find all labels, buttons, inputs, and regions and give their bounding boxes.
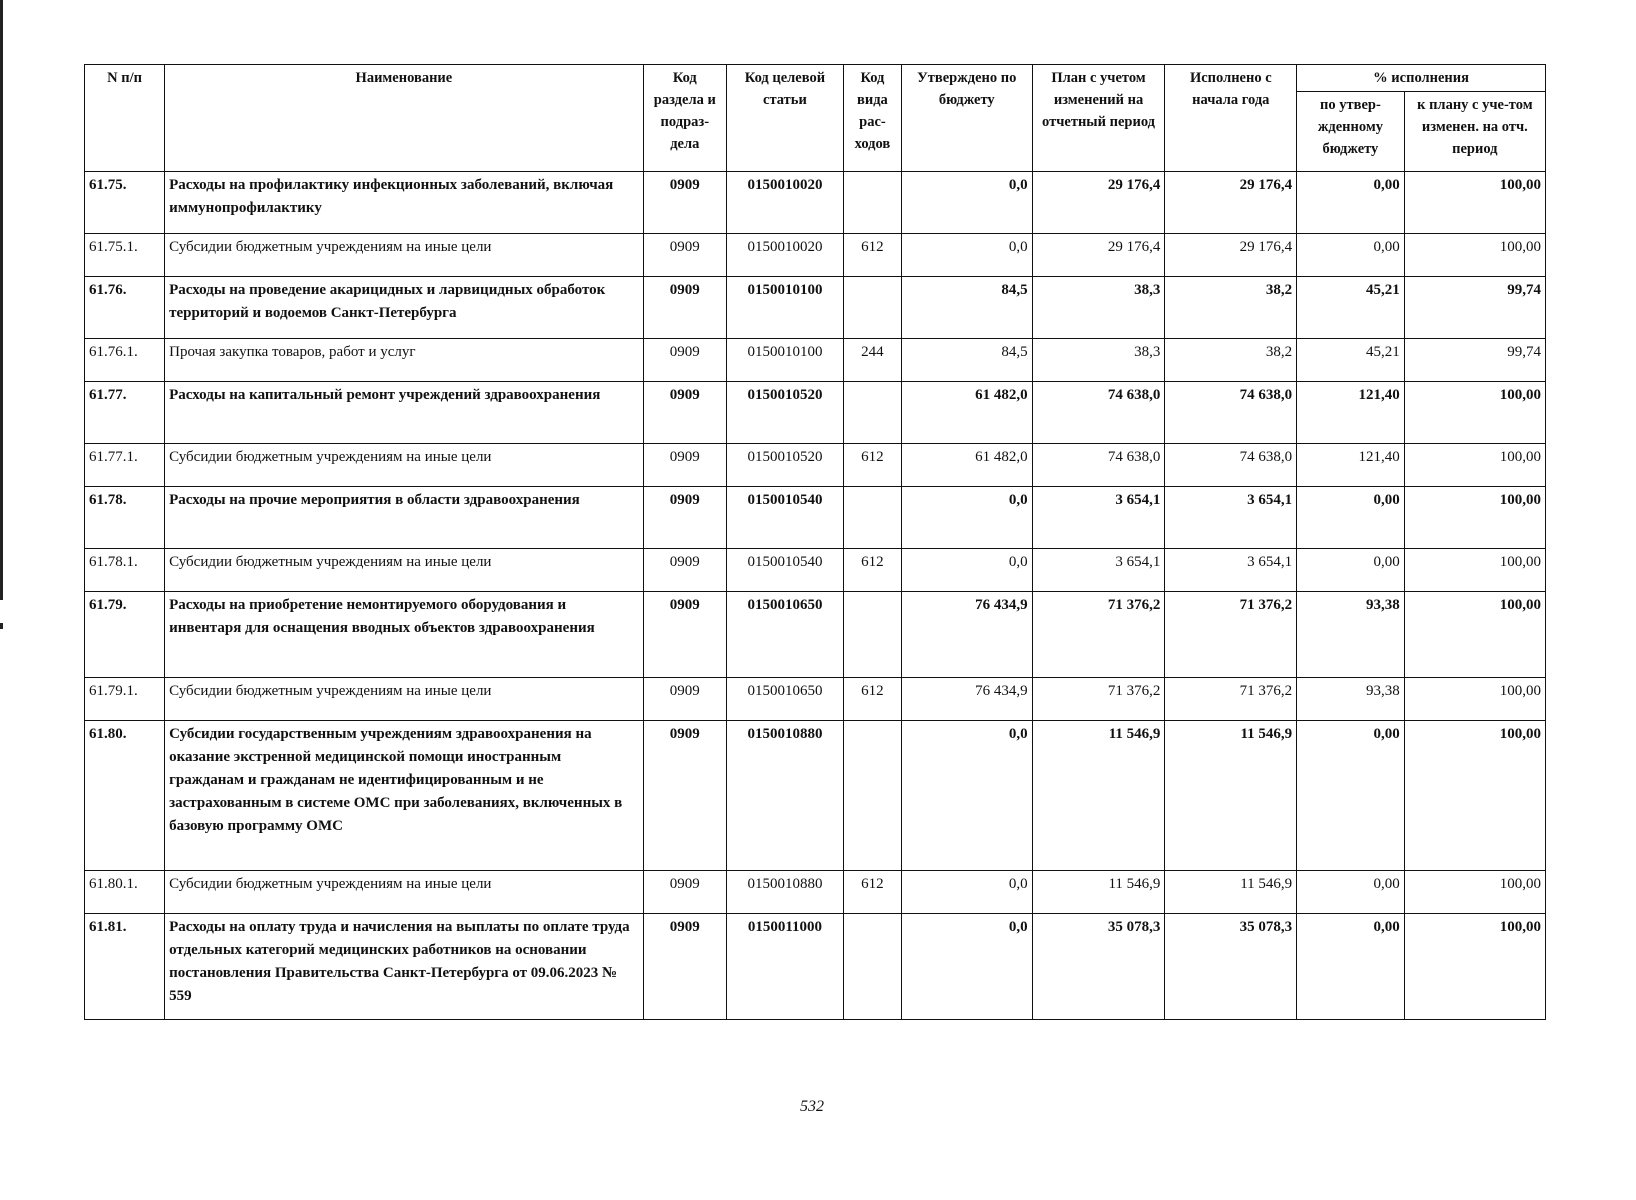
- cell-num: 61.76.1.: [85, 339, 165, 382]
- cell-pct-budget: 45,21: [1297, 277, 1405, 339]
- cell-plan: 38,3: [1032, 277, 1165, 339]
- cell-pct-plan: 100,00: [1404, 914, 1545, 1020]
- cell-approved: 0,0: [901, 487, 1032, 549]
- cell-plan: 3 654,1: [1032, 487, 1165, 549]
- cell-pct-plan: 100,00: [1404, 721, 1545, 871]
- cell-type-code: 612: [843, 549, 901, 592]
- cell-pct-budget: 0,00: [1297, 172, 1405, 234]
- cell-plan: 29 176,4: [1032, 234, 1165, 277]
- cell-plan: 74 638,0: [1032, 444, 1165, 487]
- cell-plan: 11 546,9: [1032, 871, 1165, 914]
- table-row: [85, 592, 1546, 678]
- header-pct-plan: к плану с уче-том изменен. на отч. период: [1404, 92, 1545, 172]
- cell-type-code: [843, 487, 901, 549]
- cell-name: Прочая закупка товаров, работ и услуг: [165, 339, 644, 382]
- cell-name: Субсидии государственным учреждениям здравоохранения на оказание экстренной медицинской помощи иностранным гражданам и гражданам не идентифицированным и не застрахованным в системе ОМС при заболеваниях, включенных в базовую программу ОМС: [165, 721, 644, 871]
- cell-pct-budget: 0,00: [1297, 234, 1405, 277]
- header-target-code: Код целевой статьи: [726, 65, 843, 172]
- cell-num: 61.76.: [85, 277, 165, 339]
- cell-name: Расходы на прочие мероприятия в области здравоохранения: [165, 487, 644, 549]
- cell-section-code: 0909: [643, 914, 726, 1020]
- cell-executed: 3 654,1: [1165, 487, 1297, 549]
- cell-pct-plan: 99,74: [1404, 277, 1545, 339]
- cell-plan: 38,3: [1032, 339, 1165, 382]
- header-approved: Утверждено по бюджету: [901, 65, 1032, 172]
- cell-pct-plan: 100,00: [1404, 592, 1545, 678]
- cell-pct-budget: 45,21: [1297, 339, 1405, 382]
- cell-pct-budget: 121,40: [1297, 382, 1405, 444]
- cell-pct-budget: 0,00: [1297, 871, 1405, 914]
- cell-target-code: 0150010520: [726, 444, 843, 487]
- cell-name: Субсидии бюджетным учреждениям на иные цели: [165, 234, 644, 277]
- header-section-code: Код раздела и подраз-дела: [643, 65, 726, 172]
- scan-edge-mark-small: [0, 623, 3, 629]
- cell-type-code: [843, 172, 901, 234]
- cell-target-code: 0150010650: [726, 592, 843, 678]
- cell-num: 61.75.: [85, 172, 165, 234]
- scan-edge-mark: [0, 0, 3, 600]
- cell-approved: 0,0: [901, 721, 1032, 871]
- table-row: [85, 487, 1546, 549]
- cell-pct-plan: 100,00: [1404, 871, 1545, 914]
- cell-executed: 11 546,9: [1165, 721, 1297, 871]
- cell-approved: 76 434,9: [901, 678, 1032, 721]
- cell-type-code: 612: [843, 678, 901, 721]
- cell-executed: 71 376,2: [1165, 678, 1297, 721]
- table-row: [85, 172, 1546, 234]
- cell-target-code: 0150010100: [726, 277, 843, 339]
- cell-executed: 74 638,0: [1165, 382, 1297, 444]
- cell-type-code: 612: [843, 444, 901, 487]
- header-row-1: [85, 65, 1546, 92]
- cell-type-code: 612: [843, 234, 901, 277]
- cell-pct-budget: 93,38: [1297, 678, 1405, 721]
- table-row: [85, 721, 1546, 871]
- cell-section-code: 0909: [643, 592, 726, 678]
- cell-type-code: [843, 592, 901, 678]
- cell-type-code: [843, 721, 901, 871]
- header-name: Наименование: [165, 65, 644, 172]
- cell-pct-budget: 0,00: [1297, 549, 1405, 592]
- cell-section-code: 0909: [643, 678, 726, 721]
- cell-type-code: 244: [843, 339, 901, 382]
- cell-num: 61.81.: [85, 914, 165, 1020]
- header-plan: План с учетом изменений на отчетный период: [1032, 65, 1165, 172]
- cell-section-code: 0909: [643, 721, 726, 871]
- table-row: [85, 277, 1546, 339]
- cell-approved: 76 434,9: [901, 592, 1032, 678]
- cell-pct-budget: 0,00: [1297, 914, 1405, 1020]
- cell-executed: 29 176,4: [1165, 234, 1297, 277]
- cell-name: Субсидии бюджетным учреждениям на иные цели: [165, 444, 644, 487]
- cell-num: 61.80.: [85, 721, 165, 871]
- header-executed: Исполнено с начала года: [1165, 65, 1297, 172]
- table-row: [85, 234, 1546, 277]
- cell-name: Расходы на проведение акарицидных и ларвицидных обработок территорий и водоемов Санкт-Петербурга: [165, 277, 644, 339]
- page-number: 532: [800, 1098, 824, 1115]
- cell-pct-budget: 0,00: [1297, 487, 1405, 549]
- cell-type-code: [843, 914, 901, 1020]
- cell-plan: 3 654,1: [1032, 549, 1165, 592]
- cell-num: 61.80.1.: [85, 871, 165, 914]
- cell-approved: 84,5: [901, 339, 1032, 382]
- cell-approved: 0,0: [901, 549, 1032, 592]
- table-row: [85, 678, 1546, 721]
- table-row: [85, 914, 1546, 1020]
- cell-executed: 29 176,4: [1165, 172, 1297, 234]
- cell-executed: 71 376,2: [1165, 592, 1297, 678]
- cell-executed: 11 546,9: [1165, 871, 1297, 914]
- cell-plan: 71 376,2: [1032, 592, 1165, 678]
- cell-executed: 38,2: [1165, 339, 1297, 382]
- cell-type-code: 612: [843, 871, 901, 914]
- cell-target-code: 0150010650: [726, 678, 843, 721]
- cell-num: 61.78.1.: [85, 549, 165, 592]
- cell-approved: 0,0: [901, 172, 1032, 234]
- cell-name: Расходы на профилактику инфекционных заболеваний, включая иммунопрофилактику: [165, 172, 644, 234]
- header-type-code: Код вида рас-ходов: [843, 65, 901, 172]
- cell-section-code: 0909: [643, 487, 726, 549]
- cell-approved: 61 482,0: [901, 444, 1032, 487]
- table-body: [85, 172, 1546, 1020]
- cell-pct-budget: 0,00: [1297, 721, 1405, 871]
- header-pct-budget: по утвер-жденному бюджету: [1297, 92, 1405, 172]
- cell-target-code: 0150010020: [726, 234, 843, 277]
- cell-num: 61.77.: [85, 382, 165, 444]
- cell-pct-plan: 100,00: [1404, 678, 1545, 721]
- cell-pct-budget: 93,38: [1297, 592, 1405, 678]
- cell-num: 61.79.: [85, 592, 165, 678]
- cell-pct-plan: 100,00: [1404, 172, 1545, 234]
- cell-name: Субсидии бюджетным учреждениям на иные цели: [165, 871, 644, 914]
- header-pct-group: % исполнения: [1297, 65, 1546, 92]
- table-row: [85, 871, 1546, 914]
- cell-executed: 74 638,0: [1165, 444, 1297, 487]
- cell-target-code: 0150011000: [726, 914, 843, 1020]
- cell-target-code: 0150010020: [726, 172, 843, 234]
- cell-pct-plan: 100,00: [1404, 382, 1545, 444]
- cell-section-code: 0909: [643, 277, 726, 339]
- cell-num: 61.75.1.: [85, 234, 165, 277]
- cell-name: Субсидии бюджетным учреждениям на иные цели: [165, 549, 644, 592]
- cell-plan: 35 078,3: [1032, 914, 1165, 1020]
- cell-type-code: [843, 277, 901, 339]
- cell-executed: 35 078,3: [1165, 914, 1297, 1020]
- cell-executed: 38,2: [1165, 277, 1297, 339]
- cell-target-code: 0150010540: [726, 549, 843, 592]
- cell-section-code: 0909: [643, 382, 726, 444]
- cell-target-code: 0150010520: [726, 382, 843, 444]
- cell-plan: 11 546,9: [1032, 721, 1165, 871]
- table-row: [85, 339, 1546, 382]
- cell-pct-plan: 100,00: [1404, 487, 1545, 549]
- cell-pct-plan: 99,74: [1404, 339, 1545, 382]
- cell-pct-plan: 100,00: [1404, 444, 1545, 487]
- table-row: [85, 382, 1546, 444]
- cell-approved: 84,5: [901, 277, 1032, 339]
- cell-pct-plan: 100,00: [1404, 234, 1545, 277]
- cell-approved: 0,0: [901, 914, 1032, 1020]
- cell-approved: 61 482,0: [901, 382, 1032, 444]
- cell-name: Расходы на капитальный ремонт учреждений здравоохранения: [165, 382, 644, 444]
- cell-pct-plan: 100,00: [1404, 549, 1545, 592]
- cell-approved: 0,0: [901, 871, 1032, 914]
- cell-name: Расходы на оплату труда и начисления на выплаты по оплате труда отдельных категорий медицинских работников на основании постановления Правительства Санкт-Петербурга от 09.06.2023 № 559: [165, 914, 644, 1020]
- cell-target-code: 0150010540: [726, 487, 843, 549]
- cell-name: Субсидии бюджетным учреждениям на иные цели: [165, 678, 644, 721]
- table-row: [85, 444, 1546, 487]
- cell-num: 61.79.1.: [85, 678, 165, 721]
- cell-num: 61.77.1.: [85, 444, 165, 487]
- cell-section-code: 0909: [643, 444, 726, 487]
- cell-plan: 29 176,4: [1032, 172, 1165, 234]
- report-page: [84, 64, 1546, 1020]
- cell-pct-budget: 121,40: [1297, 444, 1405, 487]
- cell-plan: 71 376,2: [1032, 678, 1165, 721]
- cell-executed: 3 654,1: [1165, 549, 1297, 592]
- cell-target-code: 0150010880: [726, 721, 843, 871]
- budget-execution-table: [84, 64, 1546, 1020]
- cell-section-code: 0909: [643, 234, 726, 277]
- header-num: N п/п: [85, 65, 165, 172]
- cell-num: 61.78.: [85, 487, 165, 549]
- cell-plan: 74 638,0: [1032, 382, 1165, 444]
- cell-name: Расходы на приобретение немонтируемого оборудования и инвентаря для оснащения вводных объектов здравоохранения: [165, 592, 644, 678]
- cell-type-code: [843, 382, 901, 444]
- cell-section-code: 0909: [643, 339, 726, 382]
- cell-section-code: 0909: [643, 172, 726, 234]
- cell-target-code: 0150010100: [726, 339, 843, 382]
- cell-target-code: 0150010880: [726, 871, 843, 914]
- cell-section-code: 0909: [643, 871, 726, 914]
- cell-section-code: 0909: [643, 549, 726, 592]
- table-row: [85, 549, 1546, 592]
- cell-approved: 0,0: [901, 234, 1032, 277]
